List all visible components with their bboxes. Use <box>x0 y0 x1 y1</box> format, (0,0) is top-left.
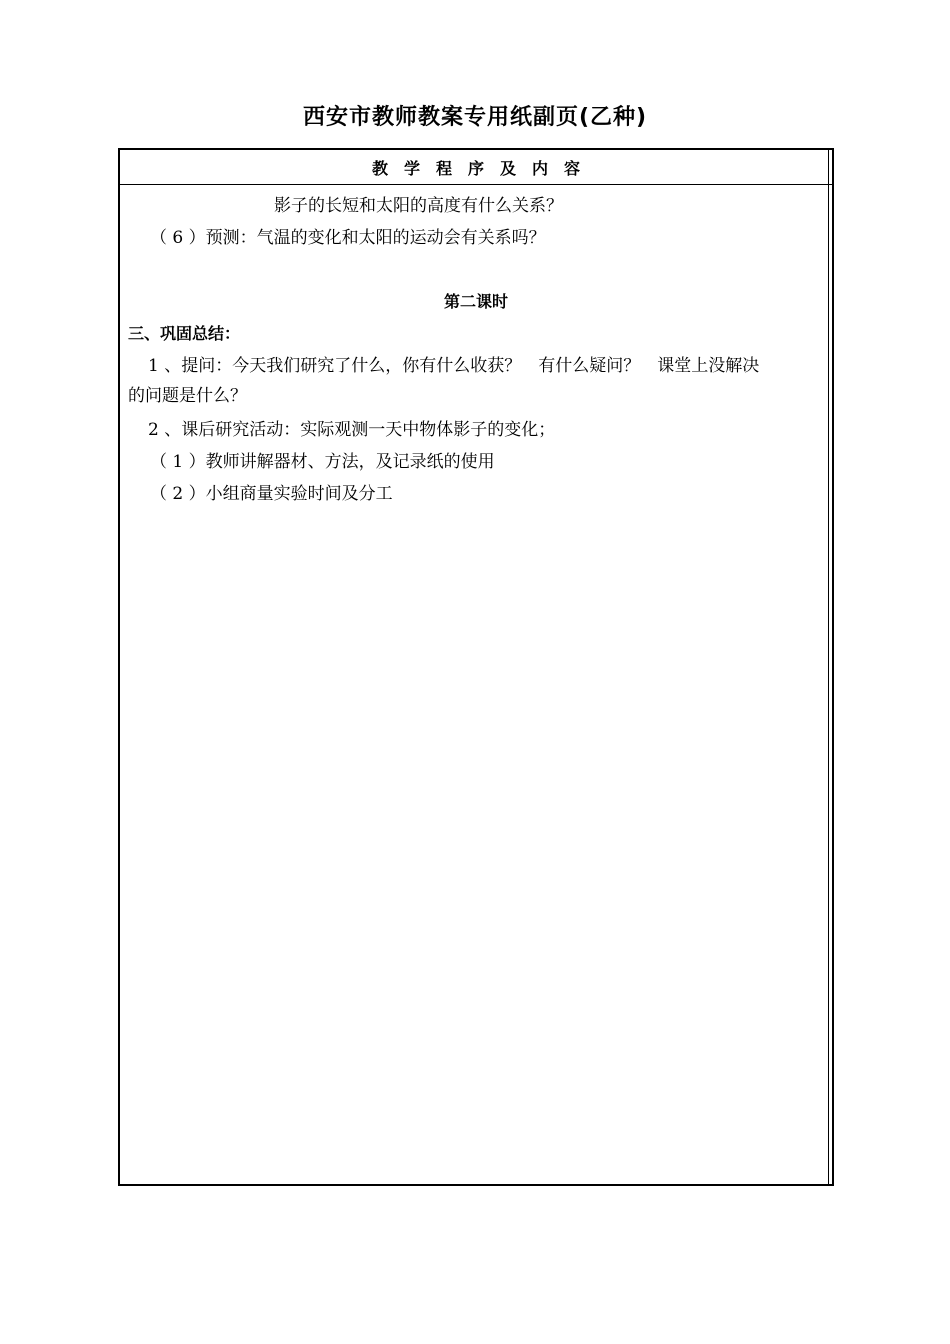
page-title: 西安市教师教案专用纸副页(乙种) <box>302 105 648 130</box>
text-line-prediction: （ 6 ）预测：气温的变化和太阳的运动会有关系吗？ <box>150 228 546 248</box>
text-line-question-1b: 的问题是什么？ <box>128 386 247 406</box>
text-line-shadow-question: 影子的长短和太阳的高度有什么关系？ <box>274 196 563 216</box>
text-line-activity-2-1: （ 1 ）教师讲解器材、方法，及记录纸的使用 <box>150 452 495 472</box>
text-line-question-1a: 1 、提问：今天我们研究了什么，你有什么收获？ 有什么疑问？ 课堂上没解决 <box>148 356 760 376</box>
text-line-activity-2-2: （ 2 ）小组商量实验时间及分工 <box>150 484 393 504</box>
table-header: 教学程序及内容 <box>120 150 832 185</box>
lesson-plan-table <box>118 148 834 1186</box>
text-line-activity-2: 2 、课后研究活动：实际观测一天中物体影子的变化； <box>148 420 556 440</box>
section-title: 第二课时 <box>443 292 508 311</box>
section-heading-summary: 三、巩固总结： <box>128 324 241 343</box>
